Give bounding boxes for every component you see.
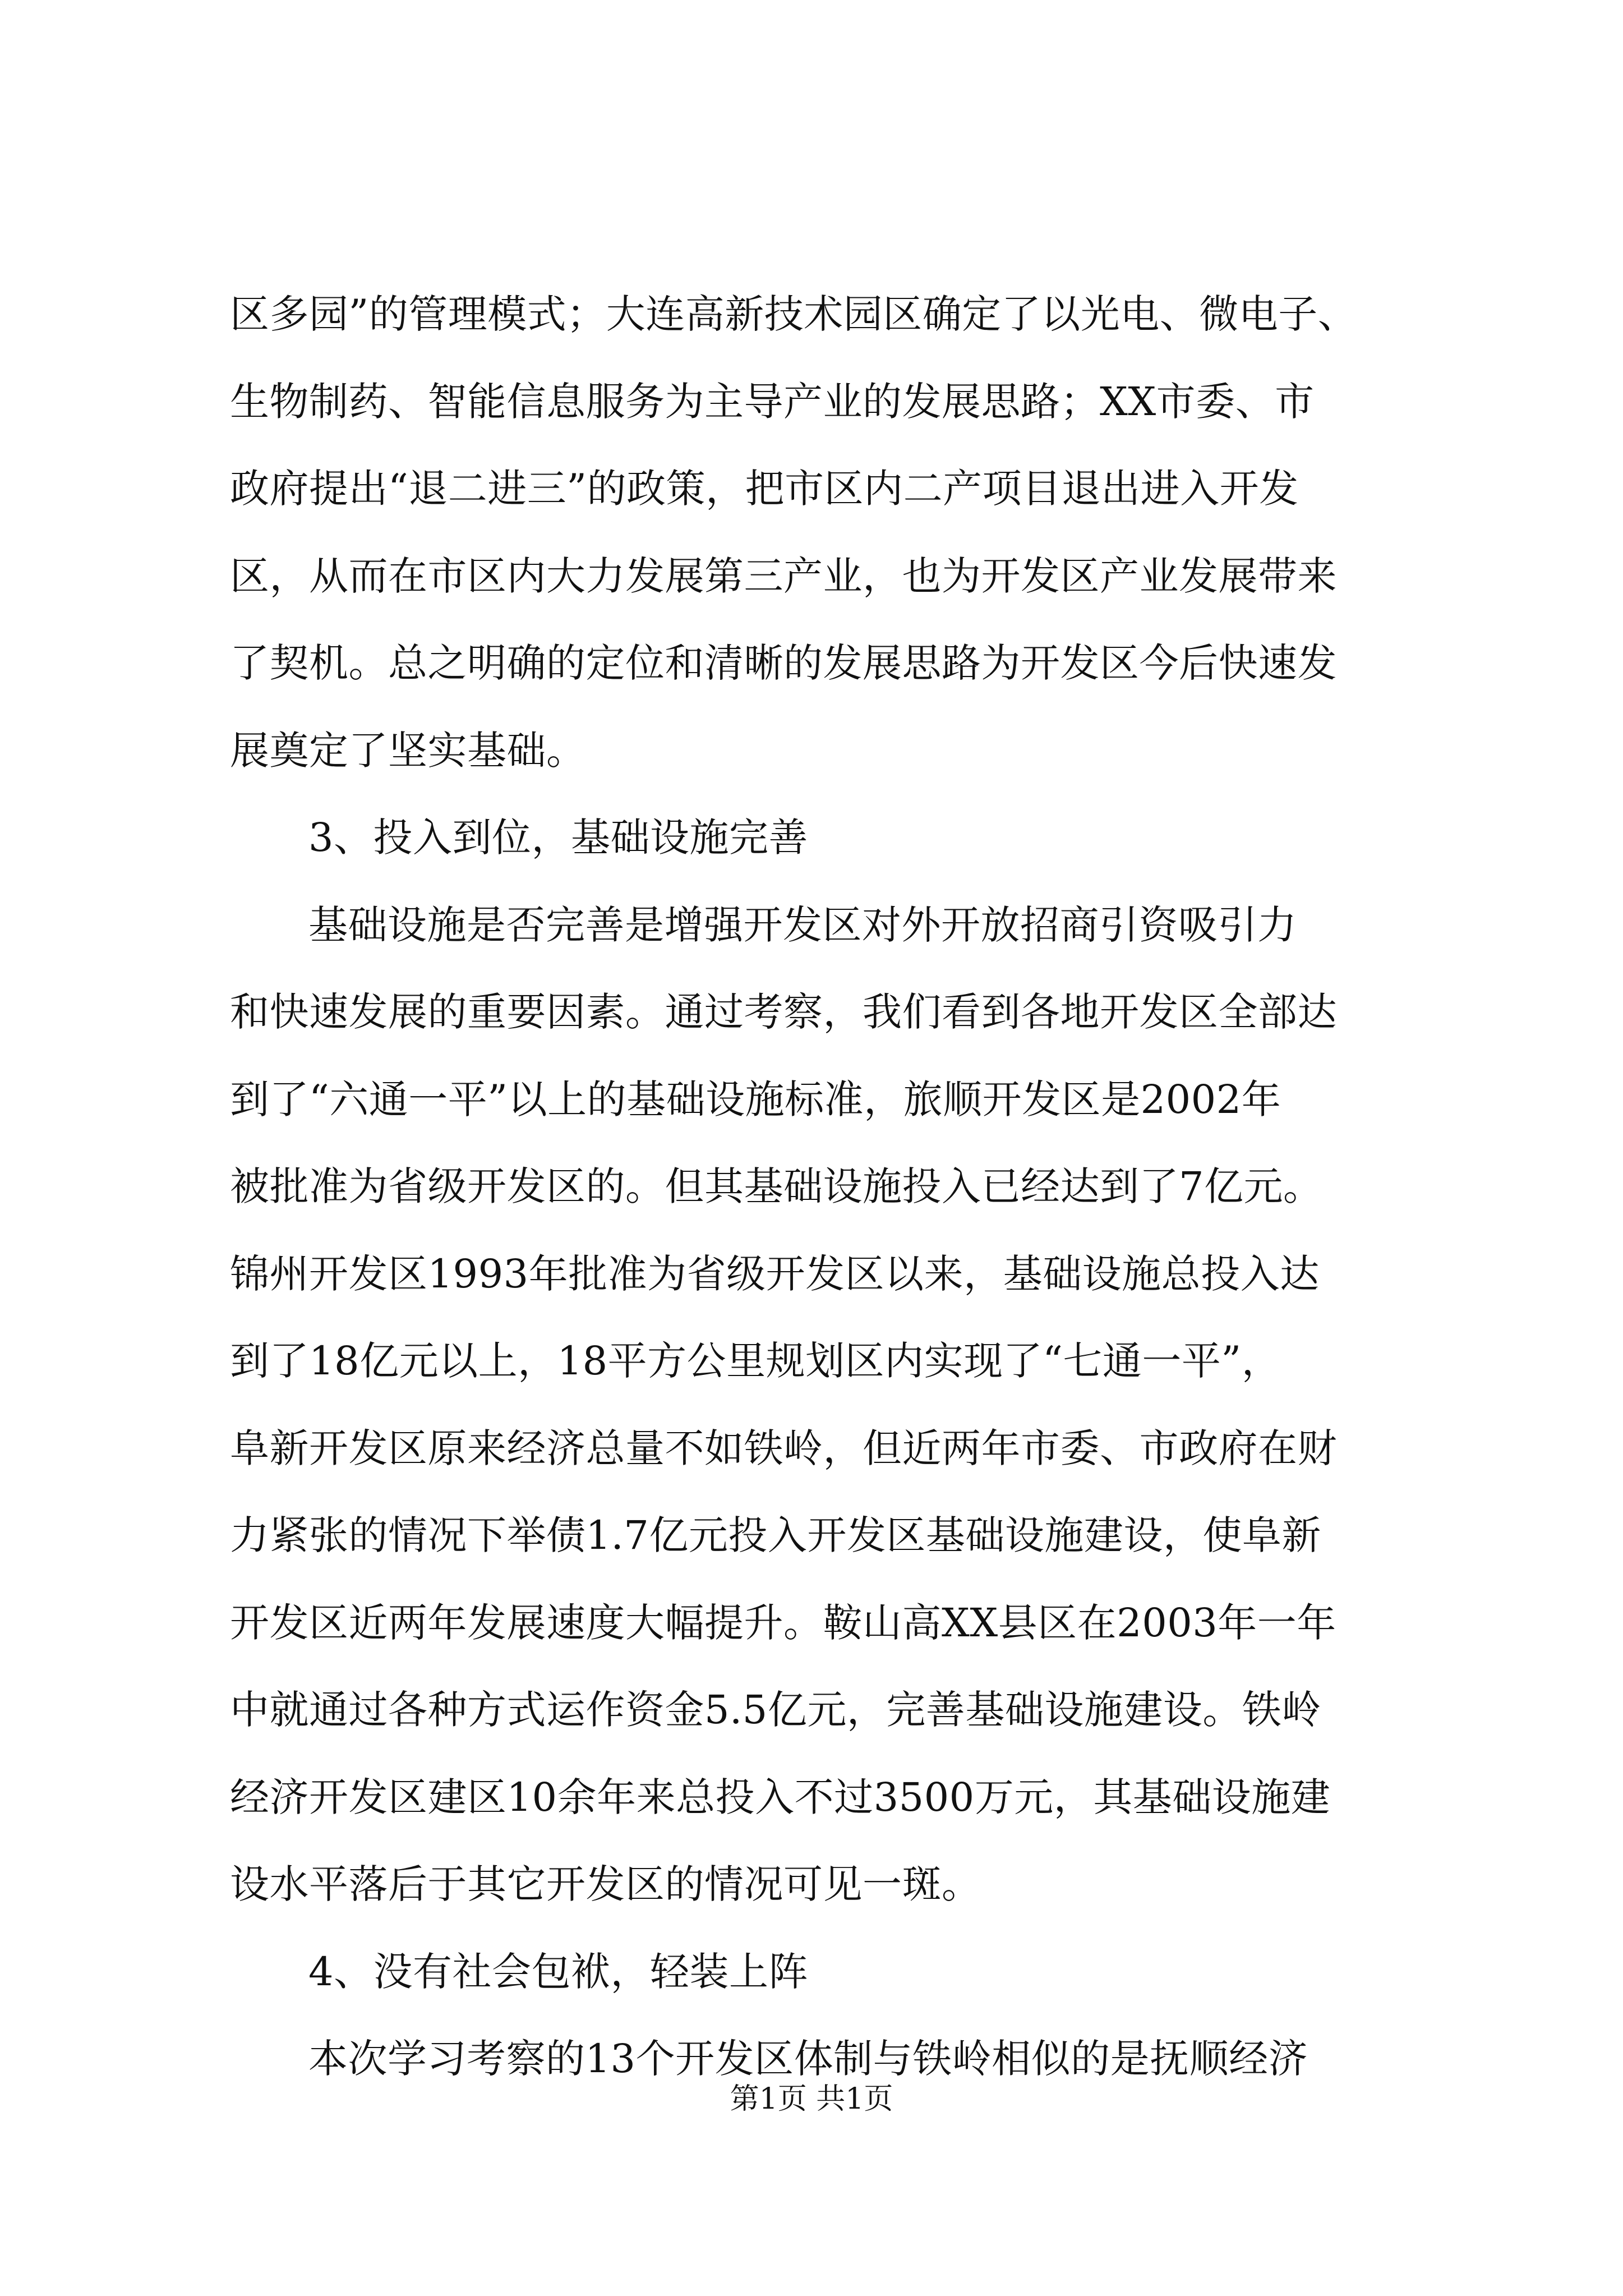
body-line: 经济开发区建区10余年来总投入不过3500万元，其基础设施建 [230, 1774, 1331, 1820]
body-line: 和快速发展的重要因素。通过考察，我们看到各地开发区全部达 [230, 989, 1337, 1035]
body-line: 到了18亿元以上，18平方公里规划区内实现了“七通一平”， [230, 1338, 1281, 1384]
body-line: 力紧张的情况下举债1.7亿元投入开发区基础设施建设，使阜新 [230, 1512, 1321, 1558]
page-footer: 第1页 共1页 [730, 2082, 893, 2116]
body-line: 开发区近两年发展速度大幅提升。鞍山高XX县区在2003年一年 [230, 1599, 1336, 1646]
body-line: 到了“六通一平”以上的基础设施标准，旅顺开发区是2002年 [230, 1076, 1281, 1122]
body-line: 区，从而在市区内大力发展第三产业，也为开发区产业发展带来 [230, 553, 1337, 599]
body-line: 了契机。总之明确的定位和清晰的发展思路为开发区今后快速发 [230, 640, 1337, 686]
section-heading: 4、没有社会包袱，轻装上阵 [308, 1948, 809, 1995]
body-line: 中就通过各种方式运作资金5.5亿元，完善基础设施建设。铁岭 [230, 1687, 1321, 1733]
body-line: 区多园”的管理模式；大连高新技术园区确定了以光电、微电子、 [230, 291, 1358, 337]
body-line: 生物制药、智能信息服务为主导产业的发展思路；XX市委、市 [230, 378, 1315, 425]
body-line: 展奠定了坚实基础。 [230, 727, 586, 774]
body-line: 基础设施是否完善是增强开发区对外开放招商引资吸引力 [308, 901, 1297, 948]
section-heading: 3、投入到位，基础设施完善 [308, 815, 809, 861]
document-body [230, 292, 1430, 2124]
body-line: 政府提出“退二进三”的政策，把市区内二产项目退出进入开发 [230, 466, 1299, 512]
body-line: 被批准为省级开发区的。但其基础设施投入已经达到了7亿元。 [230, 1163, 1323, 1209]
body-line: 阜新开发区原来经济总量不如铁岭，但近两年市委、市政府在财 [230, 1425, 1337, 1471]
body-line: 本次学习考察的13个开发区体制与铁岭相似的是抚顺经济 [308, 2036, 1308, 2082]
body-line: 锦州开发区1993年批准为省级开发区以来，基础设施总投入达 [230, 1250, 1320, 1297]
body-line: 设水平落后于其它开发区的情况可见一斑。 [230, 1861, 981, 1907]
